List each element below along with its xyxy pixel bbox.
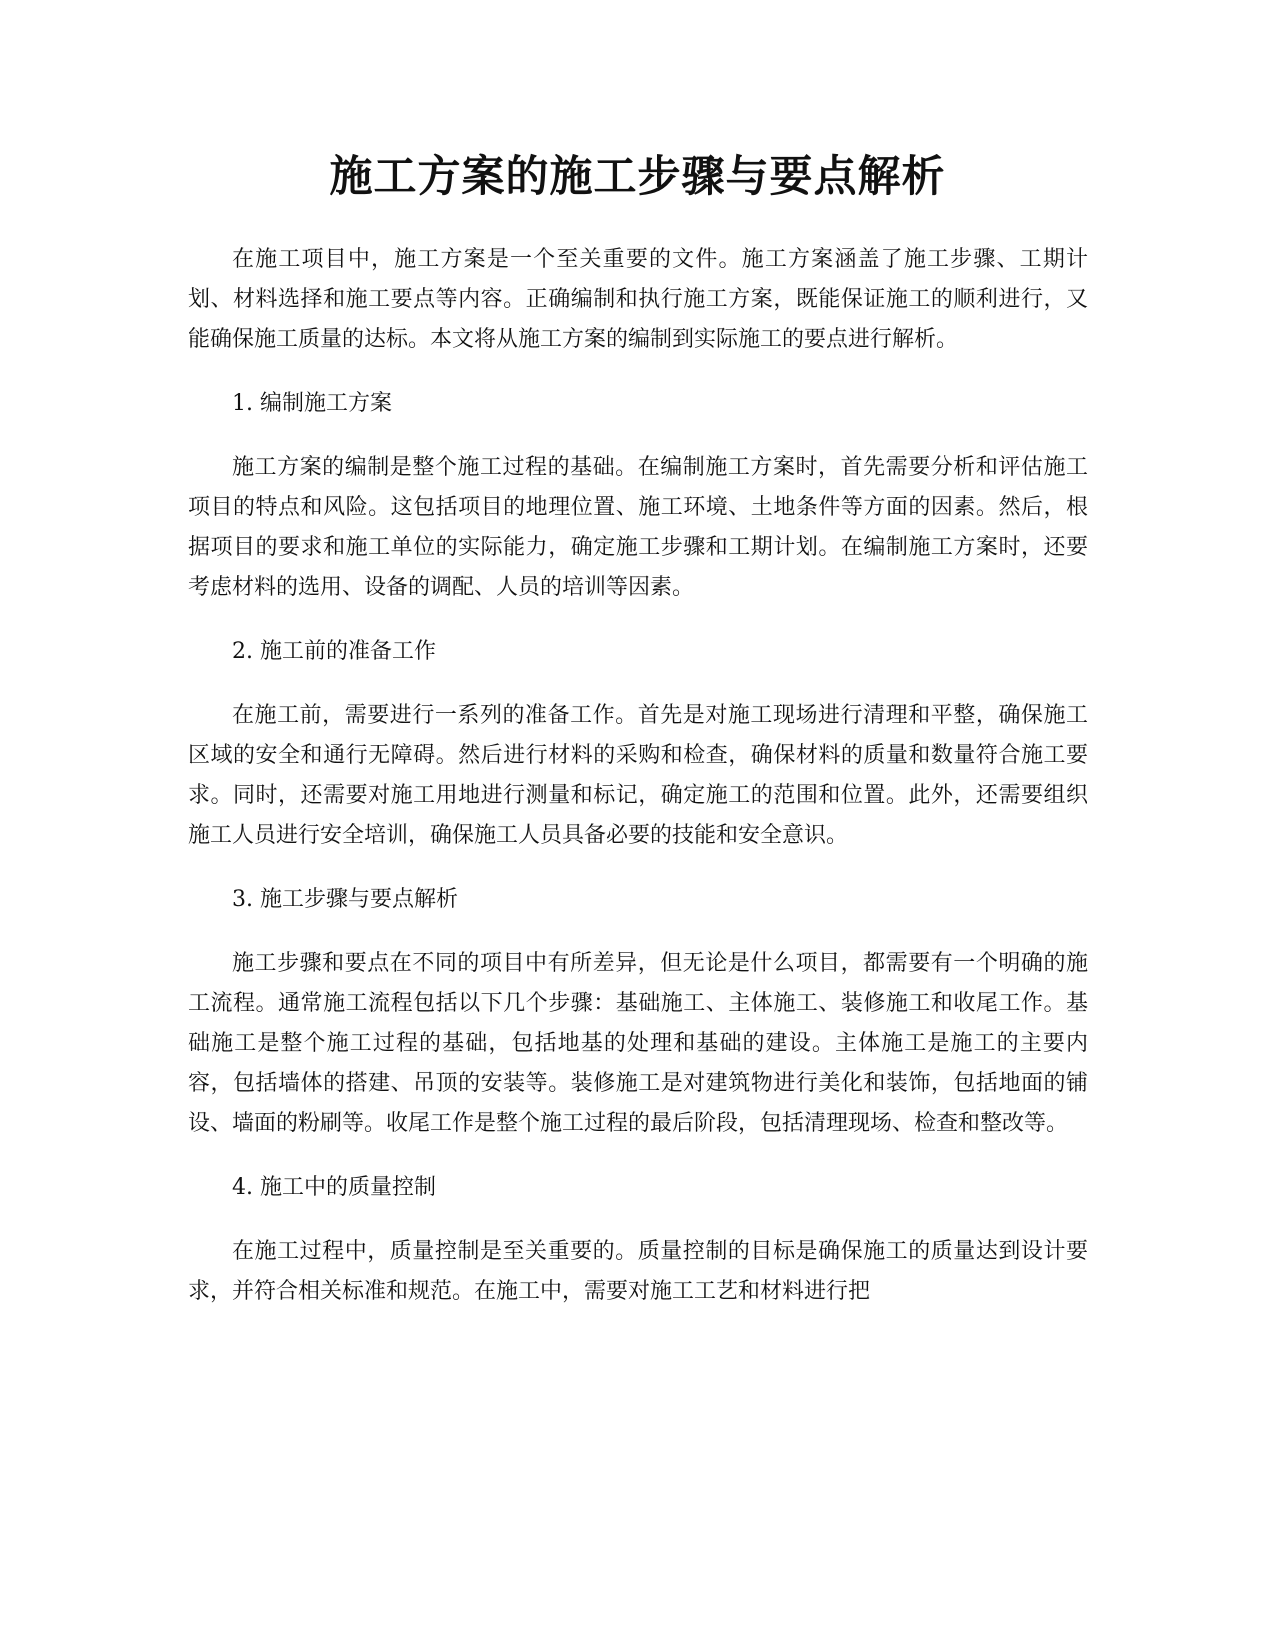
section-paragraph-1: 施工方案的编制是整个施工过程的基础。在编制施工方案时，首先需要分析和评估施工项目的特点和风险。这包括项目的地理位置、施工环境、土地条件等方面的因素。然后，根据项目的要求和施工单位的实际能力，确定施工步骤和工期计划。在编制施工方案时，还要考虑材料的选用、设备的调配、人员的培训等因素。: [188, 455, 1088, 600]
section-paragraph-4: 在施工过程中，质量控制是至关重要的。质量控制的目标是确保施工的质量达到设计要求，并符合相关标准和规范。在施工中，需要对施工工艺和材料进行把: [188, 1239, 1088, 1304]
section-heading-4: 4. 施工中的质量控制: [232, 1175, 436, 1200]
section-paragraph-2: 在施工前，需要进行一系列的准备工作。首先是对施工现场进行清理和平整，确保施工区域的安全和通行无障碍。然后进行材料的采购和检查，确保材料的质量和数量符合施工要求。同时，还需要对施工用地进行测量和标记，确定施工的范围和位置。此外，还需要组织施工人员进行安全培训，确保施工人员具备必要的技能和安全意识。: [188, 703, 1088, 848]
document-body: [188, 240, 1088, 1336]
section-heading-3: 3. 施工步骤与要点解析: [232, 887, 458, 912]
section-heading-2: 2. 施工前的准备工作: [232, 639, 436, 664]
section-paragraph-3: 施工步骤和要点在不同的项目中有所差异，但无论是什么项目，都需要有一个明确的施工流程。通常施工流程包括以下几个步骤：基础施工、主体施工、装修施工和收尾工作。基础施工是整个施工过程的基础，包括地基的处理和基础的建设。主体施工是施工的主要内容，包括墙体的搭建、吊顶的安装等。装修施工是对建筑物进行美化和装饰，包括地面的铺设、墙面的粉刷等。收尾工作是整个施工过程的最后阶段，包括清理现场、检查和整改等。: [188, 951, 1088, 1136]
document-title: 施工方案的施工步骤与要点解析: [329, 152, 946, 202]
intro-paragraph: 在施工项目中，施工方案是一个至关重要的文件。施工方案涵盖了施工步骤、工期计划、材料选择和施工要点等内容。正确编制和执行施工方案，既能保证施工的顺利进行，又能确保施工质量的达标。本文将从施工方案的编制到实际施工的要点进行解析。: [188, 247, 1088, 352]
section-heading-1: 1. 编制施工方案: [232, 391, 392, 416]
